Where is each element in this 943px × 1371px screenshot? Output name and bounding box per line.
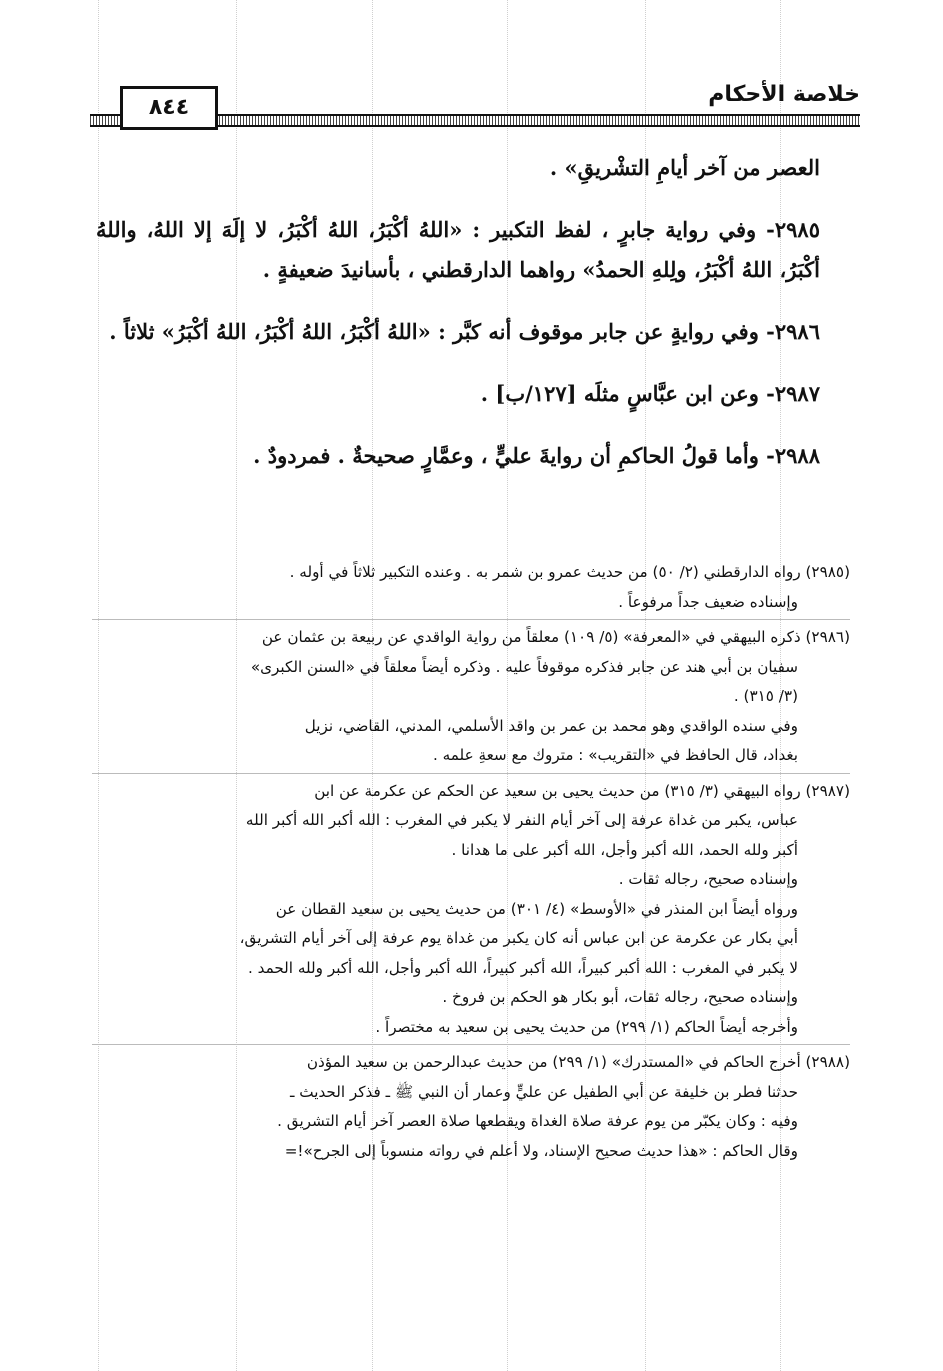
footnote-2987-line: لا يكبر في المغرب : الله أكبر كبيراً، الله أكبر كبيراً، الله أكبر وأجل، الله أكبر ولله الحمد . [247, 958, 798, 977]
footnote-2987-line: ورواه أيضاً ابن المنذر في «الأوسط» (٤/ ٣٠١) من حديث يحيى بن سعيد القطان عن [275, 899, 798, 918]
book-title: خلاصة الأحكام [708, 82, 860, 107]
footnotes [92, 558, 850, 1166]
footnote-2987-line: (٢٩٨٧) رواه البيهقي (٣/ ٣١٥) من حديث يحيى بن سعيد عن الحكم عن عكرمة عن ابن [314, 781, 850, 800]
footnote-2988-line: وقال الحاكم : «هذا حديث صحيح الإسناد، ولا أعلم في رواته منسوباً إلى الجرح»!= [284, 1141, 798, 1160]
footnote-2987-line: عباس، يكبر من غداة عرفة إلى آخر أيام النفر لا يكبر في المغرب : الله أكبر الله أكبر الله [245, 811, 798, 829]
hadith-2988: ٢٩٨٨- وأما قولُ الحاكمِ أن روايةَ عليٍّ ، وعمَّارٍ صحيحةٌ . فمردودٌ . [253, 443, 820, 468]
hadith-2985: ٢٩٨٥- وفي رواية جابرٍ ، لفظ التكبير : «اللهُ أكْبَرُ، اللهُ أكْبَرُ، لا إلَهَ إلا اللهُ، واللهُ أكْبَرُ، اللهُ أكْبَرُ، ولِلهِ الحمدُ» رواهما الدارقطني ، بأسانيدَ ضعيفةٍ . [96, 217, 820, 282]
footnote-2986-line: بغداد، قال الحافظ في «التقريب» : متروك مع سعةِ علمه . [432, 746, 798, 764]
footnote-2987-line: وأخرجه أيضاً الحاكم (١/ ٢٩٩) من حديث يحيى بن سعيد به مختصراً . [375, 1017, 798, 1036]
footnote-2985-line: (٢٩٨٥) رواه الدارقطني (٢/ ٥٠) من حديث عمرو بن شمر به . وعنده التكبير ثلاثاً في أوله . [289, 563, 850, 581]
footnote-2988-line: (٢٩٨٨) أخرج الحاكم في «المستدرك» (١/ ٢٩٩) من حديث عبدالرحمن بن سعيد المؤذن [306, 1053, 850, 1071]
footnote-divider [92, 1044, 850, 1045]
footnote-divider [92, 619, 850, 620]
footnote-2986-line: (٣/ ٣١٥) . [733, 687, 798, 705]
footnote-divider [92, 773, 850, 774]
paragraph-continuation: العصر من آخر أيامِ التشْريقِ» . [549, 155, 820, 180]
footnote-2988-line: وفيه : وكان يكبّر من يوم عرفة صلاة الغداة ويقطعها صلاة العصر آخر أيام التشريق . [277, 1112, 798, 1130]
footnote-2985-line: وإسناده ضعيف جداً مرفوعاً . [618, 592, 798, 611]
footnote-2987-line: أبي بكار عن عكرمة عن ابن عباس أنه كان يكبر من غداة يوم عرفة إلى آخر أيام التشريق، [239, 929, 798, 947]
footnote-2987-line: وإسناده صحيح، رجاله ثقات . [618, 870, 798, 888]
page-header [90, 76, 860, 132]
footnote-2987-line: أكبر ولله الحمد، الله أكبر وأجل، الله أكبر على ما هدانا . [451, 840, 798, 859]
hadith-2986: ٢٩٨٦- وفي روايةٍ عن جابر موقوف أنه كبَّر : «اللهُ أكْبَرُ، اللهُ أكْبَرُ، اللهُ أكْبَرُ» ثلاثاً . [109, 319, 820, 344]
main-text [96, 148, 820, 498]
footnote-2986-line: سفيان بن أبي هند عن جابر فذكره موقوفاً عليه . وذكره أيضاً معلقاً في «السنن الكبرى» [250, 657, 798, 676]
footnote-2986-line: وفي سنده الواقدي وهو محمد بن عمر بن واقد الأسلمي، المدني، القاضي، نزيل [304, 716, 798, 735]
footnote-2986-line: (٢٩٨٦) ذكره البيهقي في «المعرفة» (٥/ ١٠٩) معلقاً من رواية الواقدي عن ربيعة بن عثمان عن [261, 628, 850, 646]
page-number: ٨٤٤ [120, 86, 218, 130]
footnote-2988-line: حدثنا فطر بن خليفة عن أبي الطفيل عن عليٍّ وعمار أن النبي ﷺ ـ فذكر الحديث ـ [290, 1082, 798, 1101]
footnote-2987-line: وإسناده صحيح، رجاله ثقات، أبو بكار هو الحكم بن فروخ . [442, 988, 798, 1006]
hadith-2987: ٢٩٨٧- وعن ابن عبَّاسٍ مثلَه [١٢٧/ب] . [480, 381, 820, 406]
